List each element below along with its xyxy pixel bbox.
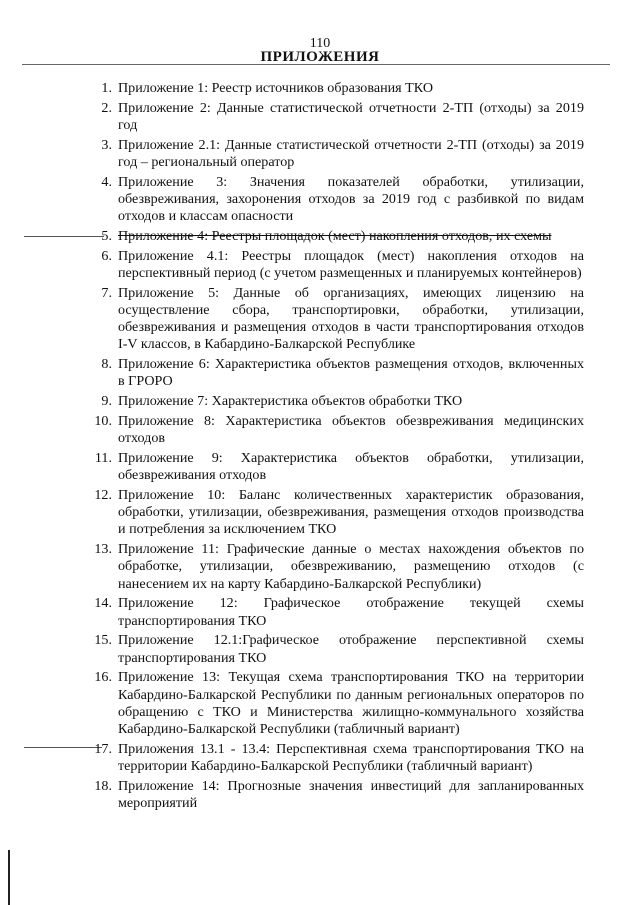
appendix-item-text: Приложение 4: Реестры площадок (мест) накопления отходов, их схемы: [118, 228, 552, 244]
appendix-item-text: Приложение 1: Реестр источников образования ТКО: [118, 80, 434, 96]
appendix-item-number: 3.: [101, 136, 112, 153]
appendix-item-text: Приложения 13.1 - 13.4: Перспективная схема транспортирования ТКО на территории Кабардино-Балкарской Республики (табличный вариант): [118, 740, 584, 775]
margin-line: [8, 850, 10, 905]
appendix-item-number: 17.: [94, 740, 112, 757]
appendix-item-text: Приложение 7: Характеристика объектов обработки ТКО: [118, 393, 463, 410]
appendix-item: [84, 413, 584, 447]
appendix-item: [84, 174, 584, 226]
appendix-item-number: 13.: [94, 541, 112, 558]
appendix-item-number: 5.: [101, 228, 112, 244]
appendix-item: [84, 669, 584, 738]
appendix-item: [84, 228, 584, 245]
appendix-item-text: Приложение 14: Прогнозные значения инвестиций для запланированных мероприятий: [118, 777, 584, 812]
appendix-item-text: Приложение 3: Значения показателей обработки, утилизации, обезвреживания, захоронения отходов за 2019 год с разбивкой по видам отходов и классам опасности: [118, 173, 584, 225]
appendix-item-number: 7.: [101, 284, 112, 301]
appendix-item-text: Приложение 2: Данные статистической отчетности 2-ТП (отходы) за 2019 год: [118, 99, 584, 133]
page-number: 110: [309, 36, 331, 51]
page-title: ПРИЛОЖЕНИЯ: [260, 49, 380, 65]
appendix-item-text: Приложение 5: Данные об организациях, имеющих лицензию на осуществление сбора, транспортировки, обработки, утилизации, обезвреживания и размещения отходов в части транспортирования отходов I-V классов, в Кабардино-Балкарской Республике: [118, 284, 584, 353]
appendix-item-number: 10.: [94, 413, 112, 429]
appendix-item: [84, 541, 584, 593]
appendix-item: [84, 248, 584, 282]
appendix-item: [84, 595, 584, 629]
appendix-list: [84, 80, 584, 815]
appendix-item: [84, 487, 584, 539]
appendix-item-text: Приложение 8: Характеристика объектов обезвреживания медицинских отходов: [118, 413, 584, 447]
appendix-item-number: 9.: [101, 393, 112, 410]
appendix-item-number: 11.: [94, 450, 112, 466]
title-rule: [22, 64, 610, 65]
appendix-item: [84, 285, 584, 354]
appendix-item-text: Приложение 12: Графическое отображение текущей схемы транспортирования ТКО: [118, 595, 584, 629]
appendix-item-number: 1.: [101, 80, 112, 96]
appendix-item-number: 6.: [101, 247, 112, 264]
appendix-item: [84, 80, 584, 97]
appendix-item-text: Приложение 6: Характеристика объектов размещения отходов, включенных в ГРОРО: [118, 356, 584, 390]
appendix-item-text: Приложение 11: Графические данные о местах нахождения объектов по обработке, утилизации, обезвреживанию, размещению отходов (с нанесением их на карту Кабардино-Балкарской Республики): [118, 541, 584, 592]
appendix-item: [84, 137, 584, 171]
appendix-item: [84, 632, 584, 666]
appendix-item-number: 12.: [94, 487, 112, 503]
appendix-item-number: 8.: [101, 356, 112, 373]
appendix-item: [84, 100, 584, 134]
appendix-item-text: Приложение 12.1:Графическое отображение перспективной схемы транспортирования ТКО: [118, 632, 584, 666]
appendix-item: [84, 450, 584, 484]
appendix-item-number: 15.: [94, 632, 112, 649]
appendix-item: [84, 741, 584, 775]
appendix-item-text: Приложение 9: Характеристика объектов обработки, утилизации, обезвреживания отходов: [118, 450, 584, 484]
appendix-item-text: Приложение 13: Текущая схема транспортирования ТКО на территории Кабардино-Балкарской Республики по данным региональных операторов по обращению с ТКО и Министерства жилищно-коммунального хозяйства Кабардино-Балкарской Республики (табличный вариант): [118, 669, 584, 738]
appendix-item-text: Приложение 10: Баланс количественных характеристик образования, обработки, утилизации, обезвреживания, размещения отходов производства и потребления за исключением ТКО: [118, 487, 584, 538]
appendix-item: [84, 393, 584, 410]
appendix-item-text: Приложение 4.1: Реестры площадок (мест) накопления отходов на перспективный период (с учетом размещенных и планируемых контейнеров): [118, 247, 584, 281]
appendix-item-number: 16.: [94, 669, 112, 686]
appendix-item: [84, 356, 584, 390]
appendix-item: [84, 778, 584, 812]
appendix-item-text: Приложение 2.1: Данные статистической отчетности 2-ТП (отходы) за 2019 год – региональный оператор: [118, 136, 584, 170]
appendix-item-number: 14.: [94, 595, 112, 612]
appendix-item-number: 18.: [94, 777, 112, 794]
appendix-item-number: 2.: [101, 99, 112, 116]
appendix-item-number: 4.: [101, 173, 112, 190]
